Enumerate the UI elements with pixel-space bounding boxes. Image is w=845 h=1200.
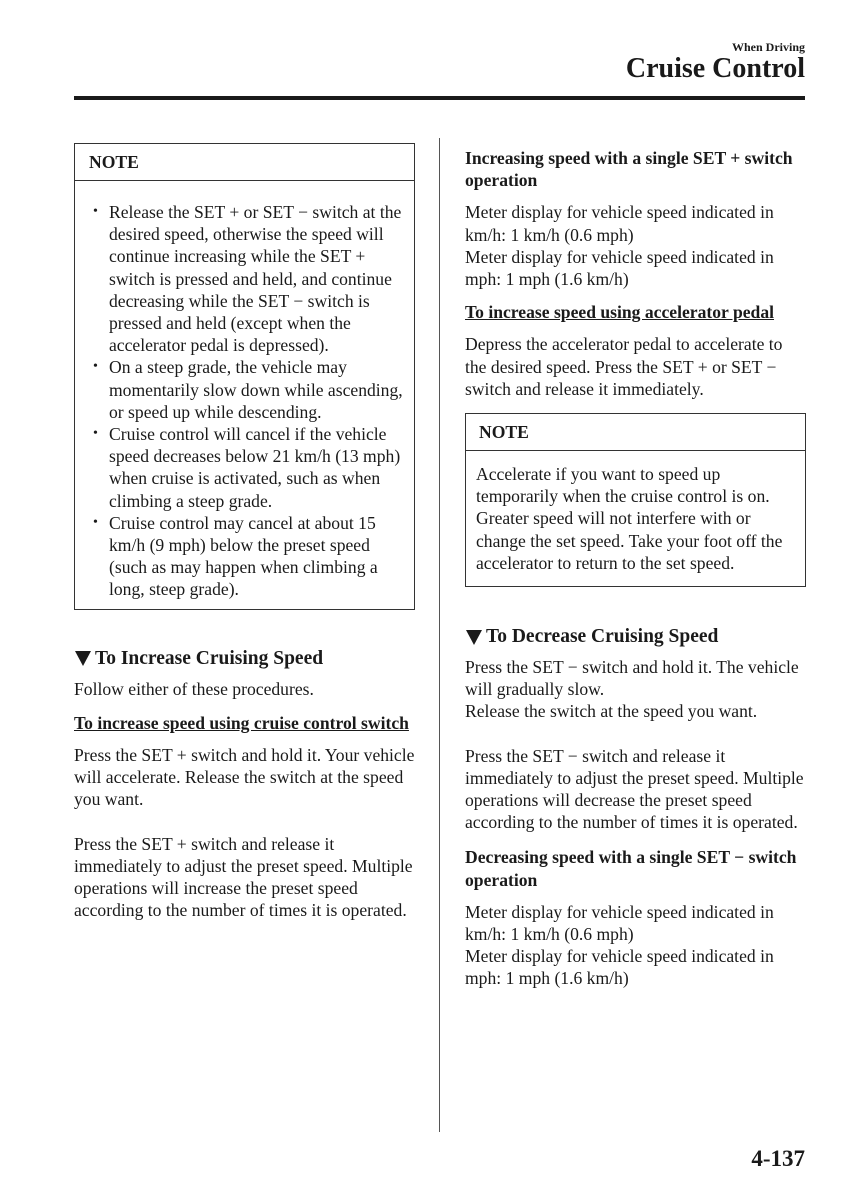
section-label: When Driving bbox=[731, 40, 805, 54]
increase-intro: Follow either of these procedures. bbox=[74, 678, 314, 699]
switch-paragraph-2: Press the SET + switch and release it immediately to adjust the preset speed. Multiple operations will increase the preset speed according to the number of times it is operated. bbox=[74, 833, 413, 921]
single-increase-text: Meter display for vehicle speed indicated in km/h: 1 km/h (0.6 mph) Meter display for vehicle speed indicated in mph: 1 mph (1.6 km/h) bbox=[465, 202, 774, 290]
note-bullet: • On a steep grade, the vehicle may momentarily slow down while ascending, or speed up while descending. bbox=[93, 357, 403, 422]
right-column bbox=[465, 147, 806, 990]
note-bullet-list bbox=[89, 201, 404, 601]
note-box-right bbox=[465, 413, 806, 587]
accelerator-subheading: To increase speed using accelerator pedal bbox=[465, 302, 775, 323]
left-column bbox=[74, 143, 415, 921]
note-text: Accelerate if you want to speed up temporarily when the cruise control is on. Greater speed will not interfere with or change the set speed. Take your foot off the accelerator to return to the set speed. bbox=[476, 464, 783, 573]
note-bullet: • Cruise control may cancel at about 15 km/h (9 mph) below the preset speed (such as may happen when climbing a long, steep grade). bbox=[93, 512, 378, 600]
bullet-dot-icon: • bbox=[93, 359, 98, 375]
note-heading: NOTE bbox=[75, 144, 414, 181]
page-title: Cruise Control bbox=[625, 53, 805, 84]
single-increase-heading: Increasing speed with a single SET + switch operation bbox=[465, 148, 793, 191]
note-body bbox=[466, 451, 805, 586]
decrease-paragraph-1: Press the SET − switch and hold it. The vehicle will gradually slow. Release the switch at the speed you want. bbox=[465, 657, 799, 722]
triangle-down-icon bbox=[466, 630, 482, 645]
single-decrease-text: Meter display for vehicle speed indicated in km/h: 1 km/h (0.6 mph) Meter display for vehicle speed indicated in mph: 1 mph (1.6 km/h) bbox=[465, 901, 774, 989]
bullet-dot-icon: • bbox=[93, 204, 98, 219]
single-decrease-heading: Decreasing speed with a single SET − switch operation bbox=[465, 847, 797, 890]
note-bullet: • Release the SET + or SET − switch at the desired speed, otherwise the speed will continue increasing while the SET + switch is pressed and held, and continue decreasing while the SET − switch is pressed and held (except when the accelerator pedal is depressed). bbox=[93, 202, 402, 356]
page-number: 4-137 bbox=[751, 1146, 805, 1171]
decrease-paragraph-2: Press the SET − switch and release it immediately to adjust the preset speed. Multiple operations will decrease the preset speed according to the number of times it is operated. bbox=[465, 745, 804, 833]
note-heading: NOTE bbox=[466, 414, 805, 451]
triangle-down-icon bbox=[75, 651, 91, 666]
column-divider bbox=[439, 138, 440, 1132]
note-box-left bbox=[74, 143, 415, 610]
switch-subheading: To increase speed using cruise control switch bbox=[74, 712, 409, 733]
switch-paragraph-1: Press the SET + switch and hold it. Your vehicle will accelerate. Release the switch at the speed you want. bbox=[74, 745, 415, 810]
note-body bbox=[75, 181, 414, 609]
bullet-dot-icon: • bbox=[93, 514, 98, 530]
decrease-speed-heading: To Decrease Cruising Speed bbox=[465, 625, 806, 649]
accelerator-text: Depress the accelerator pedal to accelerate to the desired speed. Press the SET + or SET − switch and release it immediately. bbox=[465, 334, 783, 399]
increase-speed-heading: To Increase Cruising Speed bbox=[74, 647, 415, 671]
bullet-dot-icon: • bbox=[93, 426, 98, 442]
header-rule bbox=[74, 96, 805, 100]
note-bullet: • Cruise control will cancel if the vehicle speed decreases below 21 km/h (13 mph) when cruise is activated, such as when climbing a steep grade. bbox=[93, 424, 401, 511]
